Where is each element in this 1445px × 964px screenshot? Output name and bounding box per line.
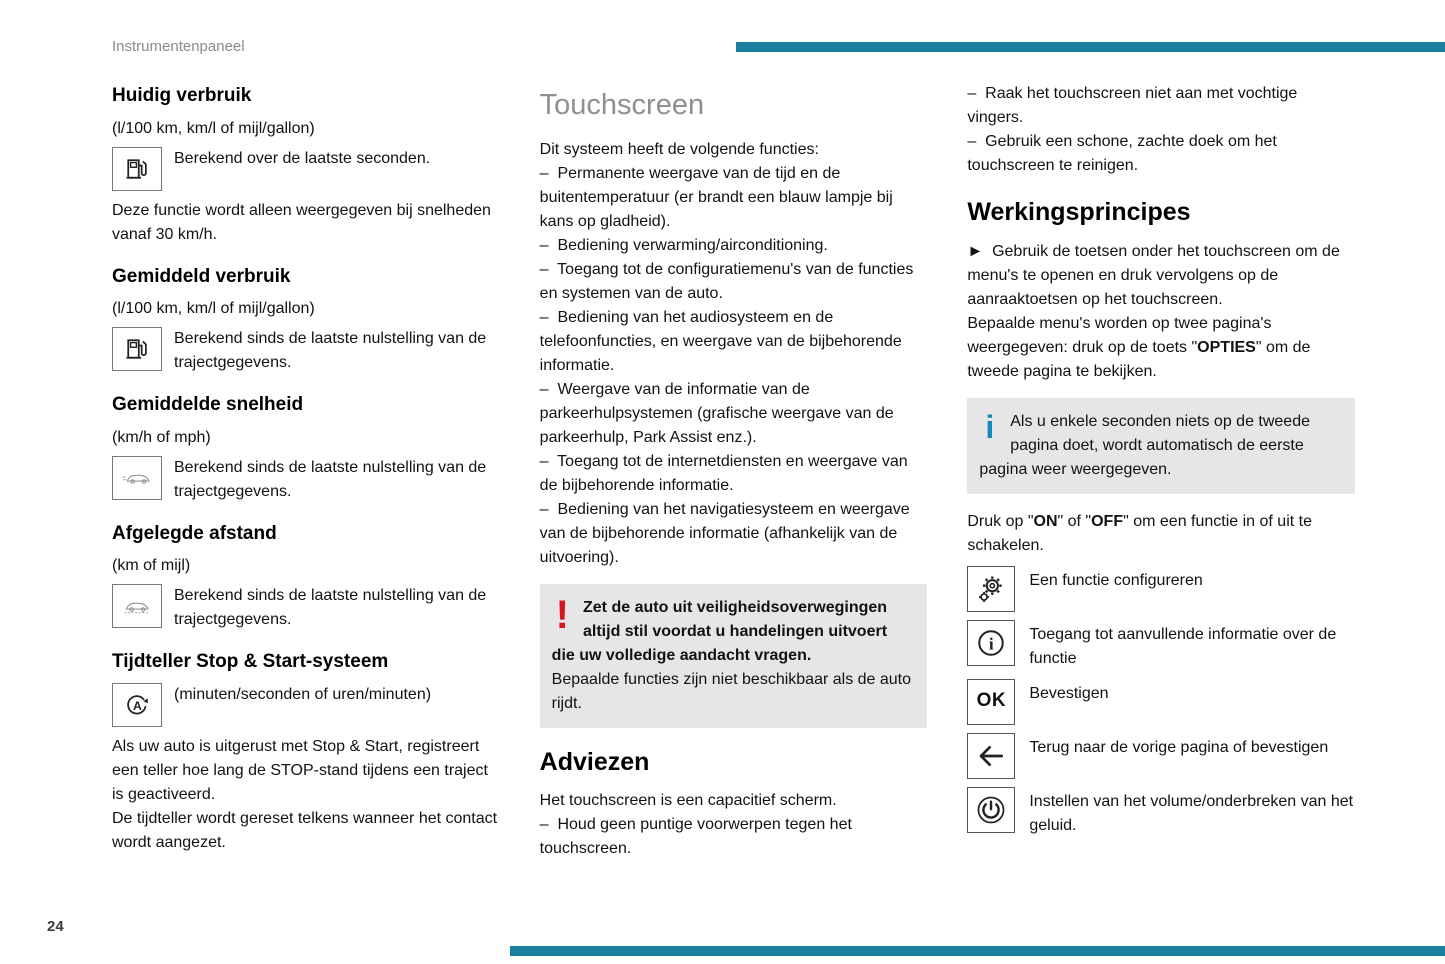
principles-paragraph: ► Gebruik de toetsen onder het touchscreen om de menu's te openen en druk vervolgens op de aanraaktoetsen op het touchscreen. bbox=[967, 242, 1345, 308]
icon-caption: Berekend sinds de laatste nulstelling van de trajectgegevens. bbox=[174, 458, 487, 500]
section-subtitle: (km/h of mph) bbox=[112, 428, 211, 446]
icon-caption: Berekend sinds de laatste nulstelling van de trajectgegevens. bbox=[174, 587, 487, 628]
bullet-item: – Toegang tot de internetdiensten en weergave van de bijbehorende informatie. bbox=[539, 452, 913, 494]
icon-row bbox=[112, 584, 500, 632]
advice-title: Adviezen bbox=[539, 747, 650, 776]
button-row bbox=[967, 679, 1355, 725]
info-text: Als u enkele seconden niets op de tweede pagina doet, wordt automatisch de eerste pagina weer weergegeven. bbox=[979, 412, 1310, 478]
intro-text: Dit systeem heeft de volgende functies: bbox=[539, 140, 819, 158]
car-distance-icon bbox=[112, 584, 162, 628]
section-title: Huidig verbruik bbox=[112, 85, 252, 106]
button-row bbox=[967, 566, 1355, 612]
section-title: Afgelegde afstand bbox=[112, 522, 277, 544]
warning-normal-text: Bepaalde functies zijn niet beschikbaar als de auto rijdt. bbox=[551, 670, 912, 712]
additional-info-icon bbox=[967, 620, 1015, 666]
icon-row bbox=[112, 147, 500, 191]
off-key-label: OFF bbox=[1091, 512, 1124, 530]
section-subtitle: (km of mijl) bbox=[112, 557, 191, 574]
warning-bold-text: Zet de auto uit veiligheidsoverwegingen altijd stil voordat u handelingen uitvoert die uw volledige aandacht vragen. bbox=[551, 598, 888, 664]
principles-title: Werkingsprincipes bbox=[967, 198, 1191, 226]
page-number: 24 bbox=[47, 918, 64, 935]
bullet-item: – Permanente weergave van de tijd en de buitentemperatuur (er brandt een blauw lampje bij kans op gladheid). bbox=[539, 164, 898, 230]
configure-gear-icon bbox=[967, 566, 1015, 612]
onoff-text: " of " bbox=[1057, 512, 1092, 530]
icon-row bbox=[112, 327, 500, 375]
warning-exclamation-icon: ! bbox=[555, 592, 569, 637]
column-right bbox=[967, 82, 1355, 861]
principles-text: " om de tweede pagina te bekijken. bbox=[967, 338, 1311, 380]
ok-button-icon bbox=[967, 679, 1015, 725]
section-title: Gemiddeld verbruik bbox=[112, 265, 291, 287]
fuel-pump-icon bbox=[112, 147, 162, 191]
button-label: Een functie configureren bbox=[1029, 571, 1203, 589]
bullet-item: – Raak het touchscreen niet aan met vochtige vingers. bbox=[967, 85, 1302, 126]
header-accent-bar bbox=[736, 42, 1445, 52]
bullet-item: – Toegang tot de configuratiemenu's van de functies en systemen van de auto. bbox=[539, 260, 918, 302]
power-volume-icon bbox=[967, 787, 1015, 833]
button-label: Toegang tot aanvullende informatie over de functie bbox=[1029, 625, 1337, 667]
warning-box bbox=[540, 584, 928, 728]
principles-text: Bepaalde menu's worden op twee pagina's weergegeven: druk op de toets " bbox=[967, 314, 1272, 356]
advice-text: Het touchscreen is een capacitief scherm. bbox=[539, 792, 837, 809]
icon-row bbox=[112, 683, 500, 727]
touchscreen-title: Touchscreen bbox=[539, 89, 705, 121]
bullet-item: – Bediening verwarming/airconditioning. bbox=[539, 236, 828, 254]
body-text: Deze functie wordt alleen weergegeven bij snelheden vanaf 30 km/h. bbox=[112, 201, 491, 243]
button-row bbox=[967, 620, 1355, 671]
section-subtitle: (l/100 km, km/l of mijl/gallon) bbox=[112, 300, 315, 317]
column-left bbox=[112, 82, 500, 861]
section-title: Gemiddelde snelheid bbox=[112, 394, 304, 415]
bullet-item: – Weergave van de informatie van de parkeerhulpsystemen (grafische weergave van de parkeerhulp, Park Assist enz.). bbox=[539, 380, 899, 446]
fuel-pump-icon bbox=[112, 327, 162, 371]
body-text: De tijdteller wordt gereset telkens wanneer het contact wordt aangezet. bbox=[112, 809, 498, 851]
opties-key-label: OPTIES bbox=[1197, 338, 1256, 356]
button-label: Bevestigen bbox=[1029, 684, 1109, 702]
onoff-paragraph bbox=[967, 510, 1355, 558]
column-middle bbox=[540, 82, 928, 861]
bullet-item: – Bediening van het audiosysteem en de telefoonfuncties, en weergave van de bijbehorende informatie. bbox=[539, 308, 907, 374]
on-key-label: ON bbox=[1033, 512, 1058, 530]
body-text: Als uw auto is uitgerust met Stop & Start, registreert een teller hoe lang de STOP-stand tijdens een traject is geactiveerd. bbox=[112, 737, 488, 803]
footer-accent-bar bbox=[510, 946, 1445, 956]
section-title: Tijdteller Stop & Start-systeem bbox=[112, 651, 389, 672]
header-title: Instrumentenpaneel bbox=[112, 38, 245, 55]
onoff-text: " om een functie in of uit te schakelen. bbox=[967, 512, 1312, 554]
bullet-item: – Gebruik een schone, zachte doek om het touchscreen te reinigen. bbox=[967, 133, 1282, 174]
stop-start-icon bbox=[112, 683, 162, 727]
button-row bbox=[967, 787, 1355, 838]
icon-caption: Berekend over de laatste seconden. bbox=[174, 149, 431, 167]
page-content bbox=[112, 82, 1355, 861]
info-box bbox=[967, 398, 1355, 494]
button-label: Instellen van het volume/onderbreken van het geluid. bbox=[1029, 792, 1354, 834]
principles-paragraph bbox=[967, 312, 1355, 384]
onoff-text: Druk op " bbox=[967, 512, 1034, 530]
button-label: Terug naar de vorige pagina of bevestigen bbox=[1029, 738, 1329, 756]
bullet-item: – Bediening van het navigatiesysteem en weergave van de bijbehorende informatie (afhankelijk van de uitvoering). bbox=[539, 500, 915, 566]
icon-caption: Berekend sinds de laatste nulstelling van de trajectgegevens. bbox=[174, 330, 487, 371]
section-subtitle: (l/100 km, km/l of mijl/gallon) bbox=[112, 119, 315, 137]
icon-caption: (minuten/seconden of uren/minuten) bbox=[174, 685, 432, 703]
info-icon: i bbox=[985, 408, 995, 445]
back-arrow-icon bbox=[967, 733, 1015, 779]
bullet-item: – Houd geen puntige voorwerpen tegen het touchscreen. bbox=[539, 816, 857, 857]
icon-row bbox=[112, 456, 500, 504]
button-row bbox=[967, 733, 1355, 779]
car-speed-icon bbox=[112, 456, 162, 500]
ok-label: OK bbox=[976, 690, 1007, 712]
